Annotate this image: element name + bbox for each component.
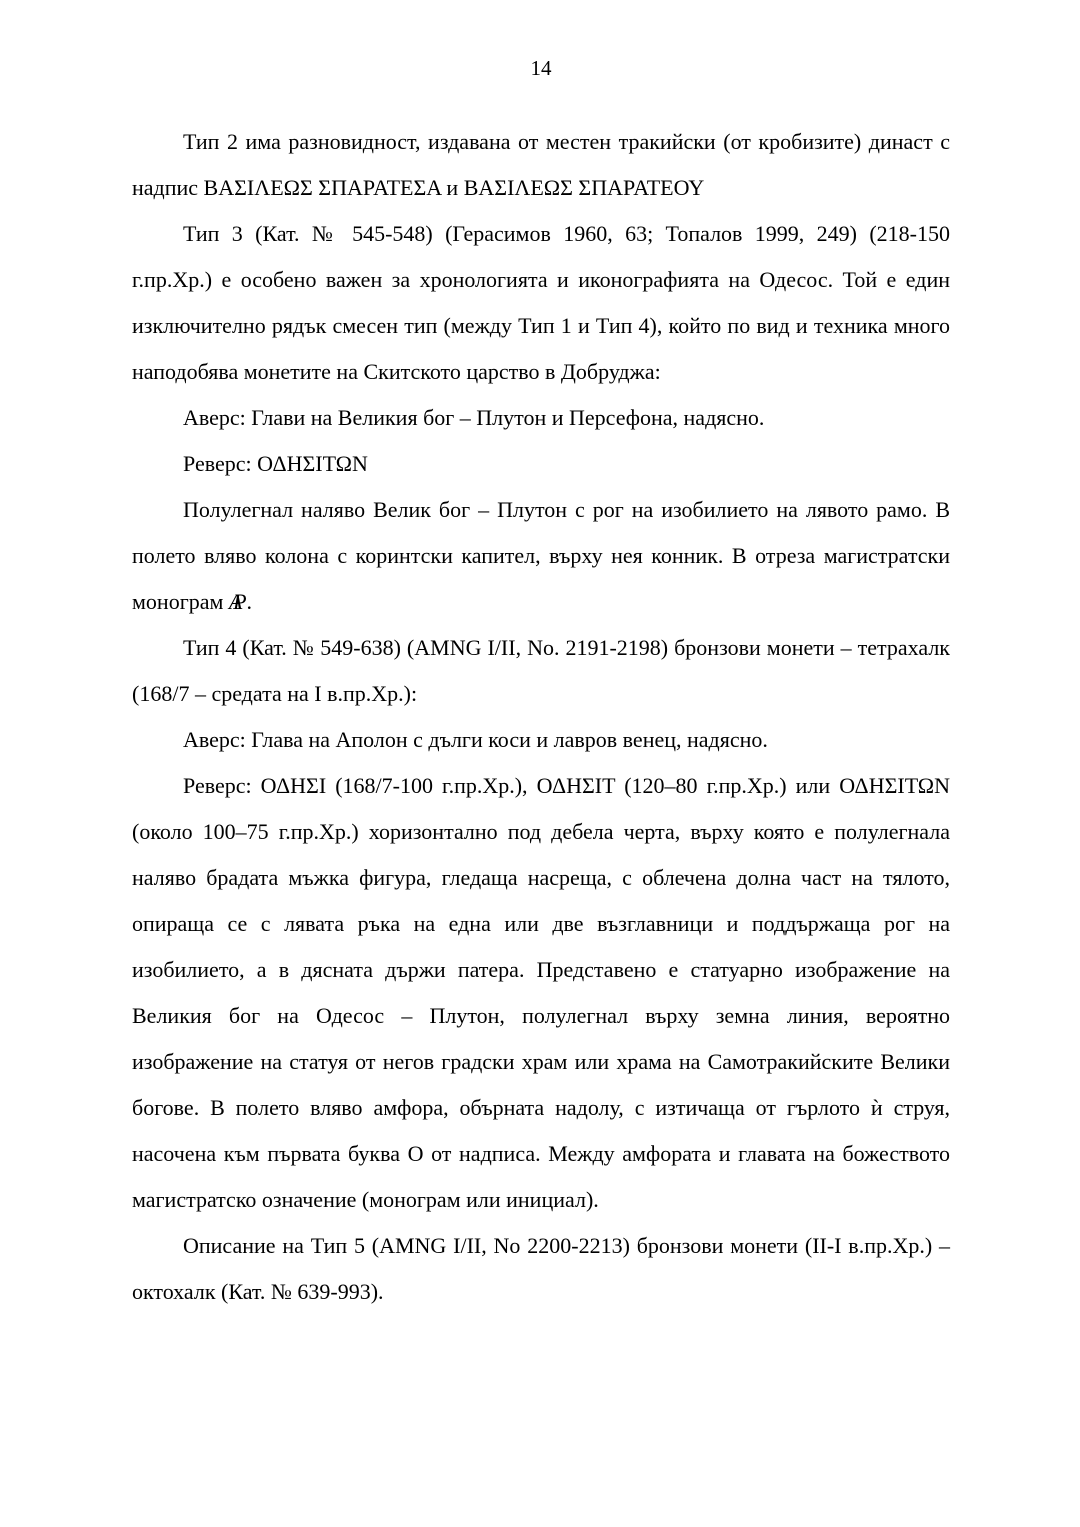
paragraph-type2-variant: Тип 2 има разновидност, издавана от местен тракийски (от кробизите) династ с надпис ΒΑΣΙΛΕΩΣ ΣΠΑΡΑΤΕΣΑ и ΒΑΣΙΛΕΩΣ ΣΠΑΡΑΤΕΟΥ <box>132 129 950 200</box>
reverse-description-period: . <box>246 589 253 614</box>
paragraph-type3-reverse-legend: Реверс: ΟΔΗΣΙΤΩΝ <box>183 451 368 476</box>
magistrate-monogram: ΑΡ <box>228 589 238 614</box>
paragraph-type3-description: Тип 3 (Кат. № 545-548) (Герасимов 1960, 63; Топалов 1999, 249) (218-150 г.пр.Хр.) е особено важен за хронологията и иконографията на Одесос. Той е един изключително рядък смесен тип (между Тип 1 и Тип 4), който по вид и техника много наподобява монетите на Скитското царство в Добруджа: <box>132 221 950 384</box>
paragraph-type3-obverse: Аверс: Глави на Великия бог – Плутон и Персефона, надясно. <box>183 405 765 430</box>
paragraph-type3-reverse-description <box>132 487 950 625</box>
paragraph-type4-description: Тип 4 (Кат. № 549-638) (AMNG I/II, No. 2191-2198) бронзови монети – тетрахалк (168/7 – средата на I в.пр.Хр.): <box>132 635 950 706</box>
paragraph-type4-reverse: Реверс: ΟΔΗΣΙ (168/7-100 г.пр.Хр.), ΟΔΗΣΙΤ (120–80 г.пр.Хр.) или ΟΔΗΣΙΤΩΝ (около 100–75 г.пр.Хр.) хоризонтално под дебела черта, върху която е полулегнала наляво брадата мъжка фигура, гледаща насреща, с облечена долна част на тялото, опираща се с лявата ръка на една или две възглавници и поддържаща рог на изобилието, а в дясната държи патера. Представено е статуарно изображение на Великия бог на Одесос – Плутон, полулегнал върху земна линия, вероятно изображение на статуя от негов градски храм или храма на Самотракийските Велики богове. В полето вляво амфора, обърната надолу, с изтичаща от гърлото ѝ струя, насочена към първата буква О от надписа. Между амфората и главата на божеството магистратско означение (монограм или инициал). <box>132 773 950 1212</box>
paragraph-type5-description: Описание на Тип 5 (AMNG I/II, No 2200-2213) бронзови монети (II-I в.пр.Хр.) – октохалк (Кат. № 639-993). <box>132 1233 950 1304</box>
document-body <box>132 119 950 1315</box>
paragraph-type4-obverse: Аверс: Глава на Аполон с дълги коси и лавров венец, надясно. <box>183 727 768 752</box>
reverse-description-text: Полулегнал наляво Велик бог – Плутон с рог на изобилието на лявото рамо. В полето вляво колона с коринтски капител, върху нея конник. В отреза магистратски монограм <box>132 497 950 614</box>
page-number: 14 <box>530 56 552 80</box>
